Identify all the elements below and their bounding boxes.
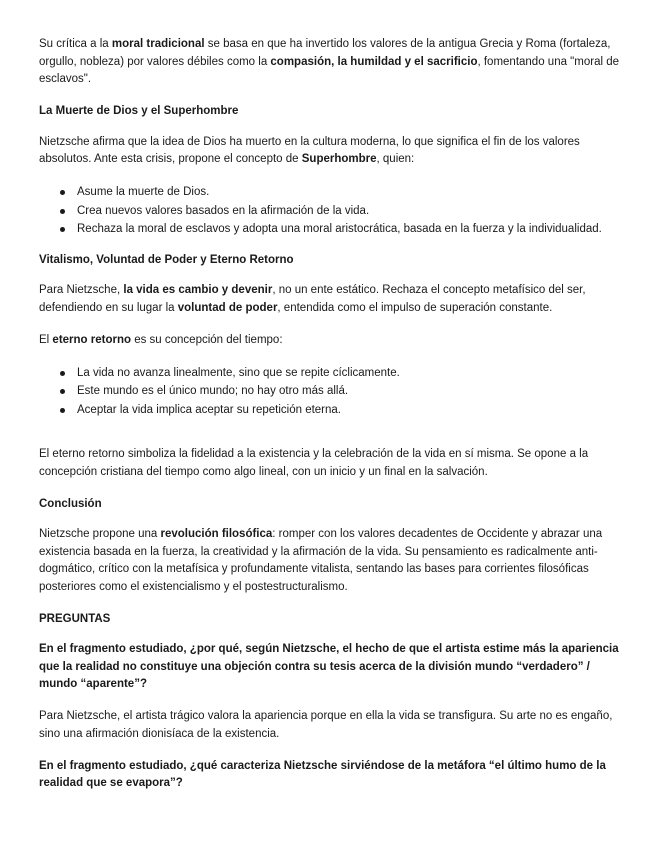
emphasis-vida-cambio: la vida es cambio y devenir [123,284,273,296]
question-1: En el fragmento estudiado, ¿por qué, según Nietzsche, el hecho de que el artista estime más la apariencia que la realidad no constituye una objeción contra su tesis acerca de la división mundo “verdadero” / mundo “aparente”? [39,643,619,690]
emphasis-superhombre: Superhombre [301,153,377,165]
heading-vitalism: Vitalismo, Voluntad de Poder y Eterno Retorno [39,253,294,266]
list-item: Crea nuevos valores basados en la afirmación de la vida. [77,202,624,221]
death-of-god-paragraph: Nietzsche afirma que la idea de Dios ha muerto en la cultura moderna, lo que significa el fin de los valores absolutos. Ante esta crisis, propone el concepto de Superhombre, quien: [39,135,580,165]
list-item: La vida no avanza linealmente, sino que se repite cíclicamente. [77,364,624,383]
emphasis-voluntad-de-poder: voluntad de poder [177,301,278,314]
list-item: Asume la muerte de Dios. [77,183,624,202]
heading-conclusion: Conclusión [39,497,102,510]
list-item: Este mundo es el único mundo; no hay otro más allá. [77,382,624,401]
emphasis-eterno-retorno: eterno retorno [52,333,132,346]
question-2: En el fragmento estudiado, ¿qué caracteriza Nietzsche sirviéndose de la metáfora “el último humo de la realidad que se evapora”? [39,759,606,789]
blank-line [39,432,624,446]
eternal-return-list [39,364,624,420]
vitalism-paragraph: Para Nietzsche, la vida es cambio y devenir, no un ente estático. Rechaza el concepto metafísico del ser, defendiendo en su lugar la voluntad de poder, entendida como el impulso de superación constante. [39,284,586,314]
answer-1: Para Nietzsche, el artista trágico valora la apariencia porque en ella la vida se transfigura. Su arte no es engaño, sino una afirmación dionisíaca de la existencia. [39,710,613,740]
list-item: Rechaza la moral de esclavos y adopta una moral aristocrática, basada en la fuerza y la individualidad. [77,220,624,239]
document-page [39,36,624,807]
eternal-return-intro: El eterno retorno es su concepción del tiempo: [39,333,283,346]
emphasis-compasion: compasión, la humildad y el sacrificio [270,55,478,68]
intro-paragraph: Su crítica a la moral tradicional se basa en que ha invertido los valores de la antigua Grecia y Roma (fortaleza, orgullo, nobleza) por valores débiles como la compasión, la humildad y el sacrificio, fomentando una "moral de esclavos". [39,38,620,85]
superhombre-list [39,183,624,239]
emphasis-moral-tradicional: moral tradicional [111,38,205,50]
conclusion-paragraph: Nietzsche propone una revolución filosófica: romper con los valores decadentes de Occidente y abrazar una existencia basada en la fuerza, la creatividad y la afirmación de la vida. Su pensamiento es radicalmente anti-dogmático, crítico con la metafísica y profundamente vitalista, sentando las bases para corrientes filosóficas posteriores como el existencialismo y el postestructuralismo. [39,528,603,593]
heading-questions: PREGUNTAS [39,612,111,625]
eternal-return-summary: El eterno retorno simboliza la fidelidad a la existencia y la celebración de la vida en sí misma. Se opone a la concepción cristiana del tiempo como algo lineal, con un inicio y un final en la salvación. [39,448,589,478]
heading-death-of-god: La Muerte de Dios y el Superhombre [39,105,239,117]
emphasis-revolucion-filosofica: revolución filosófica [160,528,273,540]
list-item: Aceptar la vida implica aceptar su repetición eterna. [77,401,624,420]
